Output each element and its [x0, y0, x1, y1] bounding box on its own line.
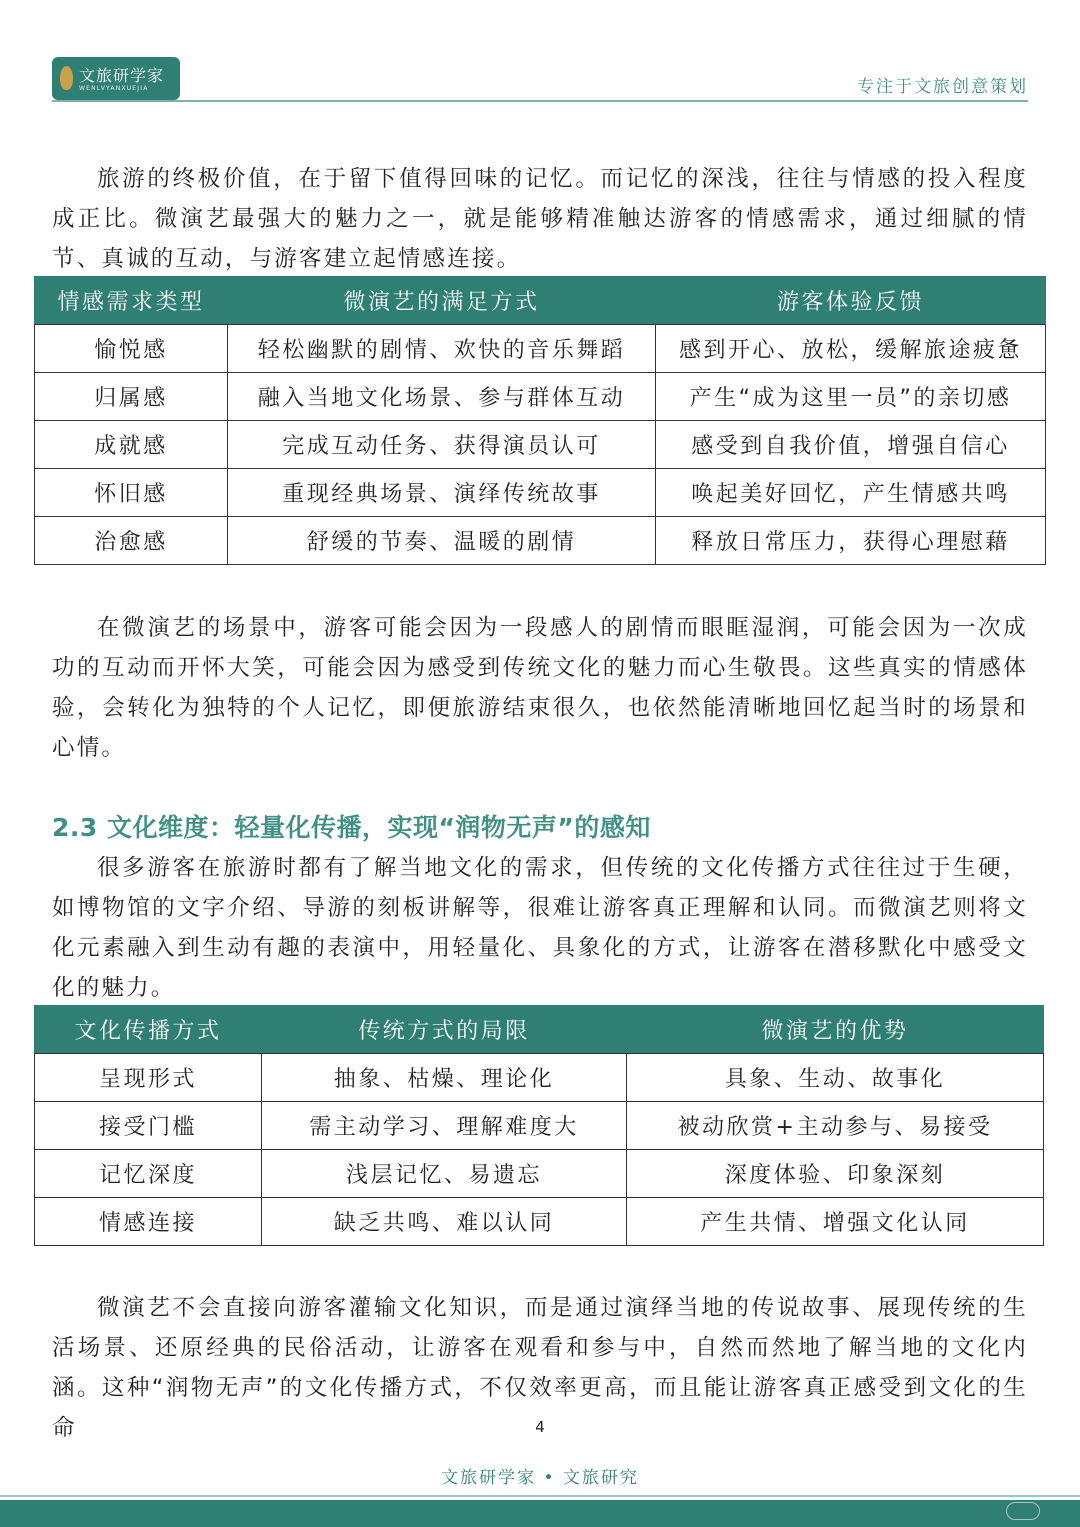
logo-name: 文旅研学家	[79, 66, 165, 85]
table-cell: 治愈感	[35, 517, 228, 565]
header-tagline: 专注于文旅创意策划	[857, 77, 1028, 97]
section-heading: 2.3 文化维度：轻量化传播，实现“润物无声”的感知	[52, 813, 651, 842]
table-row	[35, 1054, 1044, 1102]
paragraph-emotion-intro: 旅游的终极价值，在于留下值得回味的记忆。而记忆的深浅，往往与情感的投入程度成正比。微演艺最强大的魅力之一，就是能够精准触达游客的情感需求，通过细腻的情节、真诚的互动，与游客建立起情感连接。	[52, 166, 1028, 272]
table-cell: 接受门槛	[35, 1102, 262, 1150]
paragraph-emotion-experience: 在微演艺的场景中，游客可能会因为一段感人的剧情而眼眶湿润，可能会因为一次成功的互动而开怀大笑，可能会因为感受到传统文化的魅力而心生敬畏。这些真实的情感体验，会转化为独特的个人记忆，即便旅游结束很久，也依然能清晰地回忆起当时的场景和心情。	[52, 615, 1028, 761]
leaf-icon	[60, 66, 73, 90]
table-cell: 轻松幽默的剧情、欢快的音乐舞蹈	[228, 325, 656, 373]
table-cell: 浅层记忆、易遗忘	[262, 1150, 627, 1198]
table-header-cell: 情感需求类型	[35, 277, 228, 325]
table-cell: 具象、生动、故事化	[627, 1054, 1044, 1102]
table-row	[35, 517, 1046, 565]
table-cell: 缺乏共鸣、难以认同	[262, 1198, 627, 1246]
table-cell: 被动欣赏+主动参与、易接受	[627, 1102, 1044, 1150]
table-header-cell: 微演艺的优势	[627, 1006, 1044, 1054]
table-header-cell: 传统方式的局限	[262, 1006, 627, 1054]
table-cell: 抽象、枯燥、理论化	[262, 1054, 627, 1102]
table-header-cell: 游客体验反馈	[656, 277, 1046, 325]
table-cell: 产生共情、增强文化认同	[627, 1198, 1044, 1246]
table-cell: 释放日常压力，获得心理慰藉	[656, 517, 1046, 565]
table-cell: 愉悦感	[35, 325, 228, 373]
table-cell: 呈现形式	[35, 1054, 262, 1102]
table-cell: 完成互动任务、获得演员认可	[228, 421, 656, 469]
table-cell: 感受到自我价值，增强自信心	[656, 421, 1046, 469]
table-cell: 产生“成为这里一员”的亲切感	[656, 373, 1046, 421]
table-cell: 重现经典场景、演绎传统故事	[228, 469, 656, 517]
table-cell: 需主动学习、理解难度大	[262, 1102, 627, 1150]
table-row	[35, 1198, 1044, 1246]
table-cell: 感到开心、放松，缓解旅途疲惫	[656, 325, 1046, 373]
table-cell: 唤起美好回忆，产生情感共鸣	[656, 469, 1046, 517]
page-number: 4	[535, 1418, 545, 1436]
table-cell: 情感连接	[35, 1198, 262, 1246]
watermark-badge	[1006, 1502, 1040, 1520]
table-cell: 成就感	[35, 421, 228, 469]
header-divider	[52, 100, 1028, 102]
table-row	[35, 469, 1046, 517]
table-cell: 怀旧感	[35, 469, 228, 517]
logo-subtitle: WENLVYANXUEJIA	[79, 85, 149, 92]
table-row	[35, 325, 1046, 373]
table-cell: 融入当地文化场景、参与群体互动	[228, 373, 656, 421]
table-header-row	[35, 1006, 1044, 1054]
table-cell: 归属感	[35, 373, 228, 421]
table-header-cell: 文化传播方式	[35, 1006, 262, 1054]
table-row	[35, 1150, 1044, 1198]
page-header	[0, 0, 1080, 110]
table-row	[35, 1102, 1044, 1150]
footer-bar	[0, 1500, 1080, 1527]
footer-text: 文旅研学家 • 文旅研究	[441, 1468, 639, 1488]
table-header-row	[35, 277, 1046, 325]
table-header-cell: 微演艺的满足方式	[228, 277, 656, 325]
brand-logo	[52, 57, 180, 100]
table-cell: 深度体验、印象深刻	[627, 1150, 1044, 1198]
emotion-needs-table	[34, 276, 1046, 565]
culture-spread-table	[34, 1005, 1044, 1246]
table-cell: 记忆深度	[35, 1150, 262, 1198]
paragraph-culture-intro: 很多游客在旅游时都有了解当地文化的需求，但传统的文化传播方式往往过于生硬，如博物馆的文字介绍、导游的刻板讲解等，很难让游客真正理解和认同。而微演艺则将文化元素融入到生动有趣的表演中，用轻量化、具象化的方式，让游客在潜移默化中感受文化的魅力。	[52, 855, 1028, 1001]
table-cell: 舒缓的节奏、温暖的剧情	[228, 517, 656, 565]
table-row	[35, 373, 1046, 421]
table-row	[35, 421, 1046, 469]
paragraph-culture-method: 微演艺不会直接向游客灌输文化知识，而是通过演绎当地的传说故事、展现传统的生活场景、还原经典的民俗活动，让游客在观看和参与中，自然而然地了解当地的文化内涵。这种“润物无声”的文化传播方式，不仅效率更高，而且能让游客真正感受到文化的生命	[52, 1295, 1028, 1441]
